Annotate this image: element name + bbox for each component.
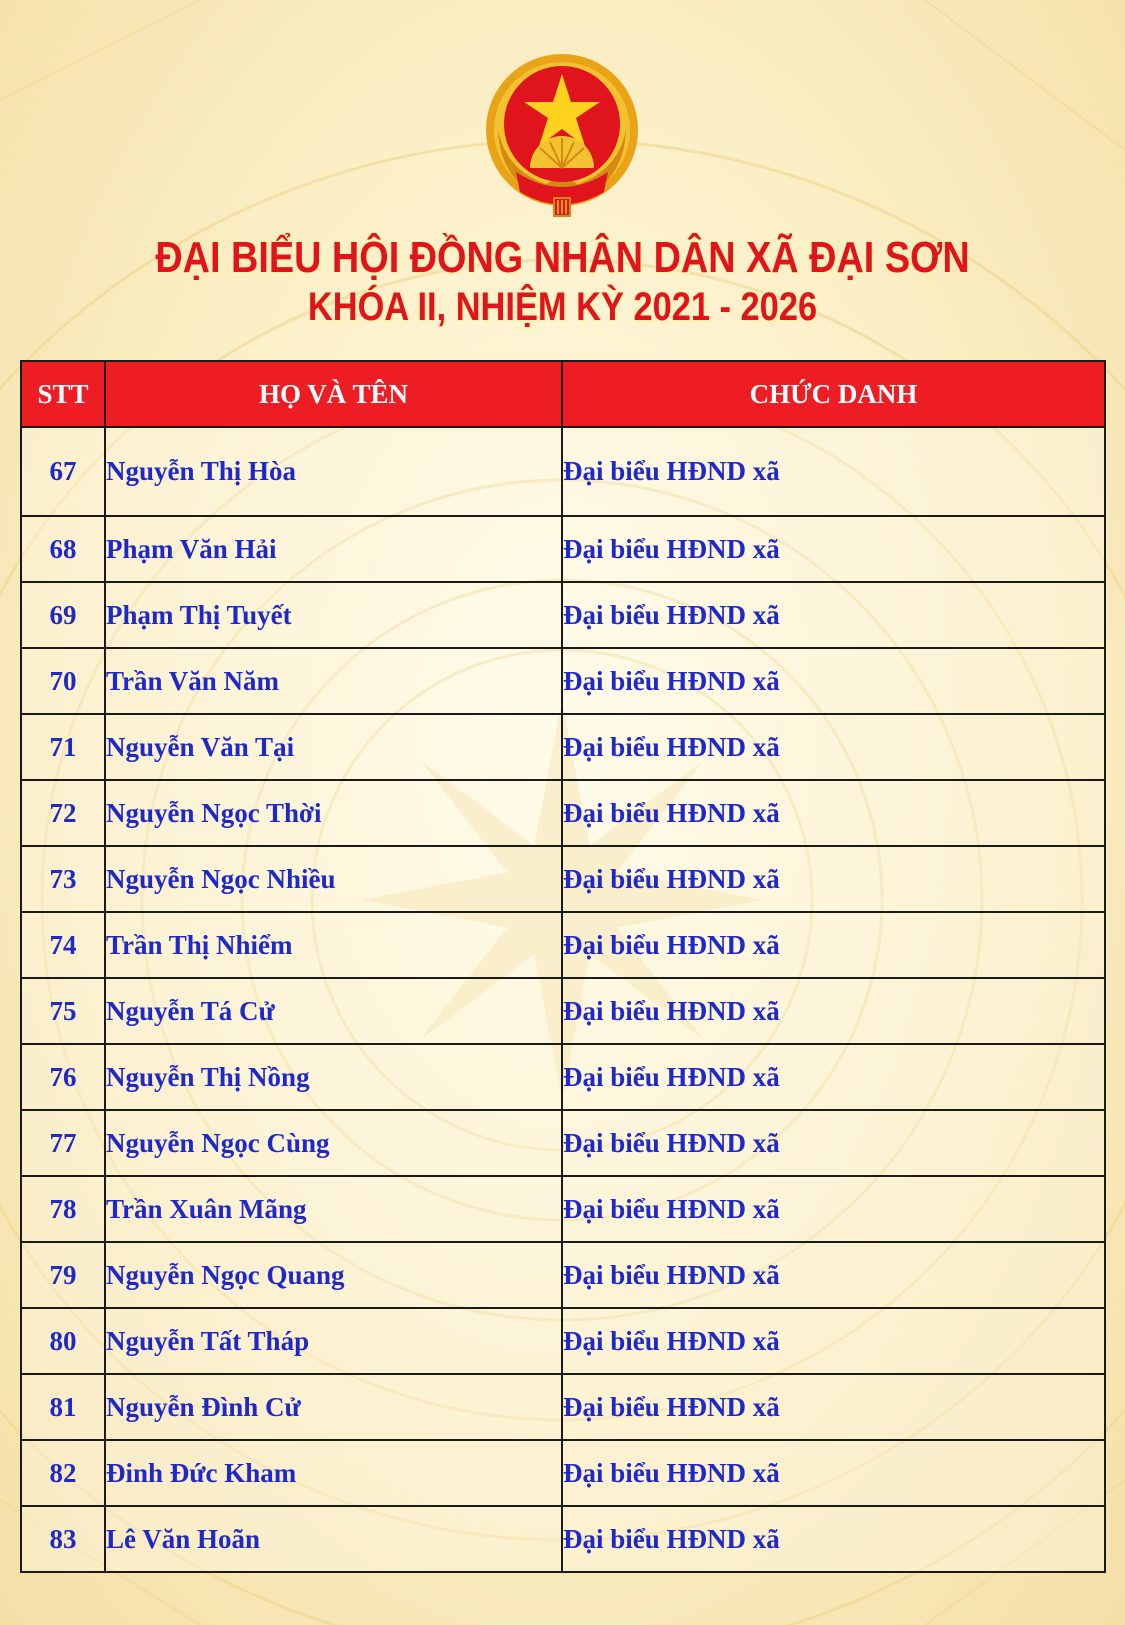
row-role: Đại biểu HĐND xã bbox=[562, 846, 1105, 912]
table-row bbox=[21, 714, 1105, 780]
row-name: Phạm Văn Hải bbox=[105, 516, 562, 582]
row-stt: 72 bbox=[21, 780, 105, 846]
table-row bbox=[21, 648, 1105, 714]
row-stt: 73 bbox=[21, 846, 105, 912]
row-stt: 81 bbox=[21, 1374, 105, 1440]
page-title: ĐẠI BIỂU HỘI ĐỒNG NHÂN DÂN XÃ ĐẠI SƠN bbox=[155, 233, 970, 282]
row-name: Trần Thị Nhiểm bbox=[105, 912, 562, 978]
row-name: Nguyễn Ngọc Nhiều bbox=[105, 846, 562, 912]
row-name: Đinh Đức Kham bbox=[105, 1440, 562, 1506]
row-role: Đại biểu HĐND xã bbox=[562, 1440, 1105, 1506]
row-name: Nguyễn Văn Tại bbox=[105, 714, 562, 780]
row-role: Đại biểu HĐND xã bbox=[562, 648, 1105, 714]
row-stt: 76 bbox=[21, 1044, 105, 1110]
row-name: Trần Văn Năm bbox=[105, 648, 562, 714]
row-role: Đại biểu HĐND xã bbox=[562, 1044, 1105, 1110]
row-stt: 67 bbox=[21, 427, 105, 516]
table-row bbox=[21, 1242, 1105, 1308]
row-role: Đại biểu HĐND xã bbox=[562, 427, 1105, 516]
row-stt: 69 bbox=[21, 582, 105, 648]
row-name: Nguyễn Tất Tháp bbox=[105, 1308, 562, 1374]
row-stt: 79 bbox=[21, 1242, 105, 1308]
row-name: Nguyễn Ngọc Thời bbox=[105, 780, 562, 846]
row-stt: 78 bbox=[21, 1176, 105, 1242]
column-header-name: HỌ VÀ TÊN bbox=[105, 361, 562, 427]
table-row bbox=[21, 846, 1105, 912]
row-name: Nguyễn Tá Cử bbox=[105, 978, 562, 1044]
row-name: Nguyễn Thị Hòa bbox=[105, 427, 562, 516]
row-name: Phạm Thị Tuyết bbox=[105, 582, 562, 648]
page-subtitle: KHÓA II, NHIỆM KỲ 2021 - 2026 bbox=[307, 285, 818, 329]
row-role: Đại biểu HĐND xã bbox=[562, 912, 1105, 978]
row-role: Đại biểu HĐND xã bbox=[562, 1242, 1105, 1308]
row-stt: 68 bbox=[21, 516, 105, 582]
table-row bbox=[21, 1308, 1105, 1374]
row-name: Nguyễn Thị Nồng bbox=[105, 1044, 562, 1110]
table-row bbox=[21, 978, 1105, 1044]
row-name: Nguyễn Đình Cử bbox=[105, 1374, 562, 1440]
row-stt: 83 bbox=[21, 1506, 105, 1572]
table-header-row bbox=[21, 361, 1105, 427]
vietnam-national-emblem-icon bbox=[478, 52, 646, 224]
column-header-stt: STT bbox=[21, 361, 105, 427]
table-row bbox=[21, 1374, 1105, 1440]
row-stt: 82 bbox=[21, 1440, 105, 1506]
row-role: Đại biểu HĐND xã bbox=[562, 1506, 1105, 1572]
row-role: Đại biểu HĐND xã bbox=[562, 1374, 1105, 1440]
table-row bbox=[21, 1110, 1105, 1176]
row-role: Đại biểu HĐND xã bbox=[562, 1176, 1105, 1242]
table-row bbox=[21, 1506, 1105, 1572]
row-role: Đại biểu HĐND xã bbox=[562, 780, 1105, 846]
row-stt: 80 bbox=[21, 1308, 105, 1374]
row-stt: 74 bbox=[21, 912, 105, 978]
table-row bbox=[21, 1440, 1105, 1506]
row-stt: 77 bbox=[21, 1110, 105, 1176]
row-role: Đại biểu HĐND xã bbox=[562, 1308, 1105, 1374]
row-stt: 70 bbox=[21, 648, 105, 714]
table-row bbox=[21, 427, 1105, 516]
row-name: Nguyễn Ngọc Quang bbox=[105, 1242, 562, 1308]
row-name: Lê Văn Hoãn bbox=[105, 1506, 562, 1572]
table-row bbox=[21, 1176, 1105, 1242]
table-row bbox=[21, 516, 1105, 582]
row-name: Nguyễn Ngọc Cùng bbox=[105, 1110, 562, 1176]
column-header-title: CHỨC DANH bbox=[562, 361, 1105, 427]
row-stt: 71 bbox=[21, 714, 105, 780]
table-row bbox=[21, 1044, 1105, 1110]
row-stt: 75 bbox=[21, 978, 105, 1044]
row-role: Đại biểu HĐND xã bbox=[562, 516, 1105, 582]
table-row bbox=[21, 780, 1105, 846]
row-role: Đại biểu HĐND xã bbox=[562, 1110, 1105, 1176]
row-name: Trần Xuân Mãng bbox=[105, 1176, 562, 1242]
row-role: Đại biểu HĐND xã bbox=[562, 714, 1105, 780]
delegates-table bbox=[20, 360, 1106, 1573]
row-role: Đại biểu HĐND xã bbox=[562, 582, 1105, 648]
row-role: Đại biểu HĐND xã bbox=[562, 978, 1105, 1044]
table-row bbox=[21, 912, 1105, 978]
table-row bbox=[21, 582, 1105, 648]
